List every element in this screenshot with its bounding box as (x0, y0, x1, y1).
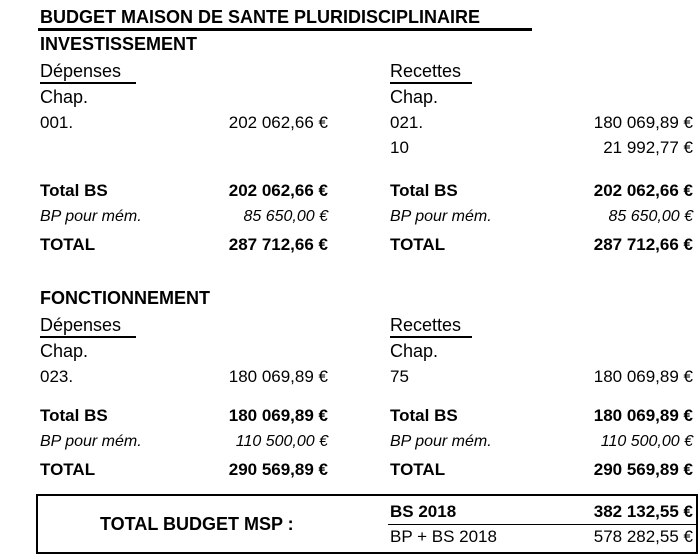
investissement-depenses-bp-label: BP pour mém. (40, 208, 142, 225)
investissement-depenses-bp: 85 650,00 € (243, 208, 328, 225)
investissement-recettes-chap-header: Chap. (390, 87, 439, 107)
fonctionnement-recettes-total: 290 569,89 € (593, 460, 693, 479)
fonctionnement-depenses-bp: 110 500,00 € (235, 433, 328, 450)
investissement-recettes-total-label: TOTAL (390, 235, 446, 254)
investissement-depenses-total-label: TOTAL (40, 235, 96, 254)
investissement-recettes-total: 287 712,66 € (593, 235, 693, 254)
investissement-recettes-row-amount: 180 069,89 € (593, 113, 693, 132)
investissement-depenses-underline (40, 82, 136, 84)
investissement-depenses-row-chap: 001. (40, 113, 74, 132)
fonctionnement-depenses-row-chap: 023. (40, 367, 74, 386)
fonctionnement-recettes-bp: 110 500,00 € (600, 433, 693, 450)
investissement-recettes-bp-label: BP pour mém. (390, 208, 492, 225)
fonctionnement-depenses-bp-label: BP pour mém. (40, 433, 142, 450)
investissement-depenses-total-bs-label: Total BS (40, 181, 108, 200)
investissement-recettes-row-chap: 021. (390, 113, 424, 132)
total-budget-label: TOTAL BUDGET MSP : (100, 514, 294, 534)
fonctionnement-recettes-total-label: TOTAL (390, 460, 446, 479)
investissement-recettes-total-bs-label: Total BS (390, 181, 458, 200)
fonctionnement-depenses-total-label: TOTAL (40, 460, 96, 479)
investissement-depenses-total-bs: 202 062,66 € (228, 181, 328, 200)
fonctionnement-recettes-bp-label: BP pour mém. (390, 433, 492, 450)
fonctionnement-recettes-row-amount: 180 069,89 € (593, 367, 693, 386)
fonctionnement-recettes-total-bs: 180 069,89 € (593, 406, 693, 425)
fonctionnement-depenses-row-amount: 180 069,89 € (228, 367, 328, 386)
fonctionnement-recettes-underline (390, 336, 472, 338)
investissement-recettes-bp: 85 650,00 € (608, 208, 693, 225)
bp-bs-2018-label: BP + BS 2018 (390, 527, 497, 546)
section-heading-investissement: INVESTISSEMENT (40, 34, 198, 54)
fonctionnement-recettes-label: Recettes (390, 315, 462, 335)
fonctionnement-depenses-underline (40, 336, 136, 338)
bs-2018-label: BS 2018 (390, 502, 457, 521)
investissement-recettes-row-amount: 21 992,77 € (603, 138, 693, 157)
fonctionnement-depenses-total-bs: 180 069,89 € (228, 406, 328, 425)
fonctionnement-recettes-total-bs-label: Total BS (390, 406, 458, 425)
page-title: BUDGET MAISON DE SANTE PLURIDISCIPLINAIRE (40, 7, 481, 27)
bs-2018-value: 382 132,55 € (593, 502, 693, 521)
investissement-depenses-total: 287 712,66 € (228, 235, 328, 254)
fonctionnement-recettes-row-chap: 75 (390, 367, 409, 386)
fonctionnement-depenses-label: Dépenses (40, 315, 122, 335)
investissement-recettes-underline (390, 82, 472, 84)
bp-bs-2018-value: 578 282,55 € (593, 527, 693, 546)
title-underline (38, 28, 532, 31)
investissement-recettes-total-bs: 202 062,66 € (593, 181, 693, 200)
section-heading-fonctionnement: FONCTIONNEMENT (40, 288, 210, 308)
investissement-depenses-row-amount: 202 062,66 € (228, 113, 328, 132)
investissement-depenses-chap-header: Chap. (40, 87, 89, 107)
fonctionnement-depenses-total: 290 569,89 € (228, 460, 328, 479)
investissement-depenses-label: Dépenses (40, 61, 122, 81)
investissement-recettes-row-chap: 10 (390, 138, 409, 157)
fonctionnement-depenses-total-bs-label: Total BS (40, 406, 108, 425)
fonctionnement-depenses-chap-header: Chap. (40, 341, 89, 361)
fonctionnement-recettes-chap-header: Chap. (390, 341, 439, 361)
summary-divider (388, 524, 696, 525)
investissement-recettes-label: Recettes (390, 61, 462, 81)
